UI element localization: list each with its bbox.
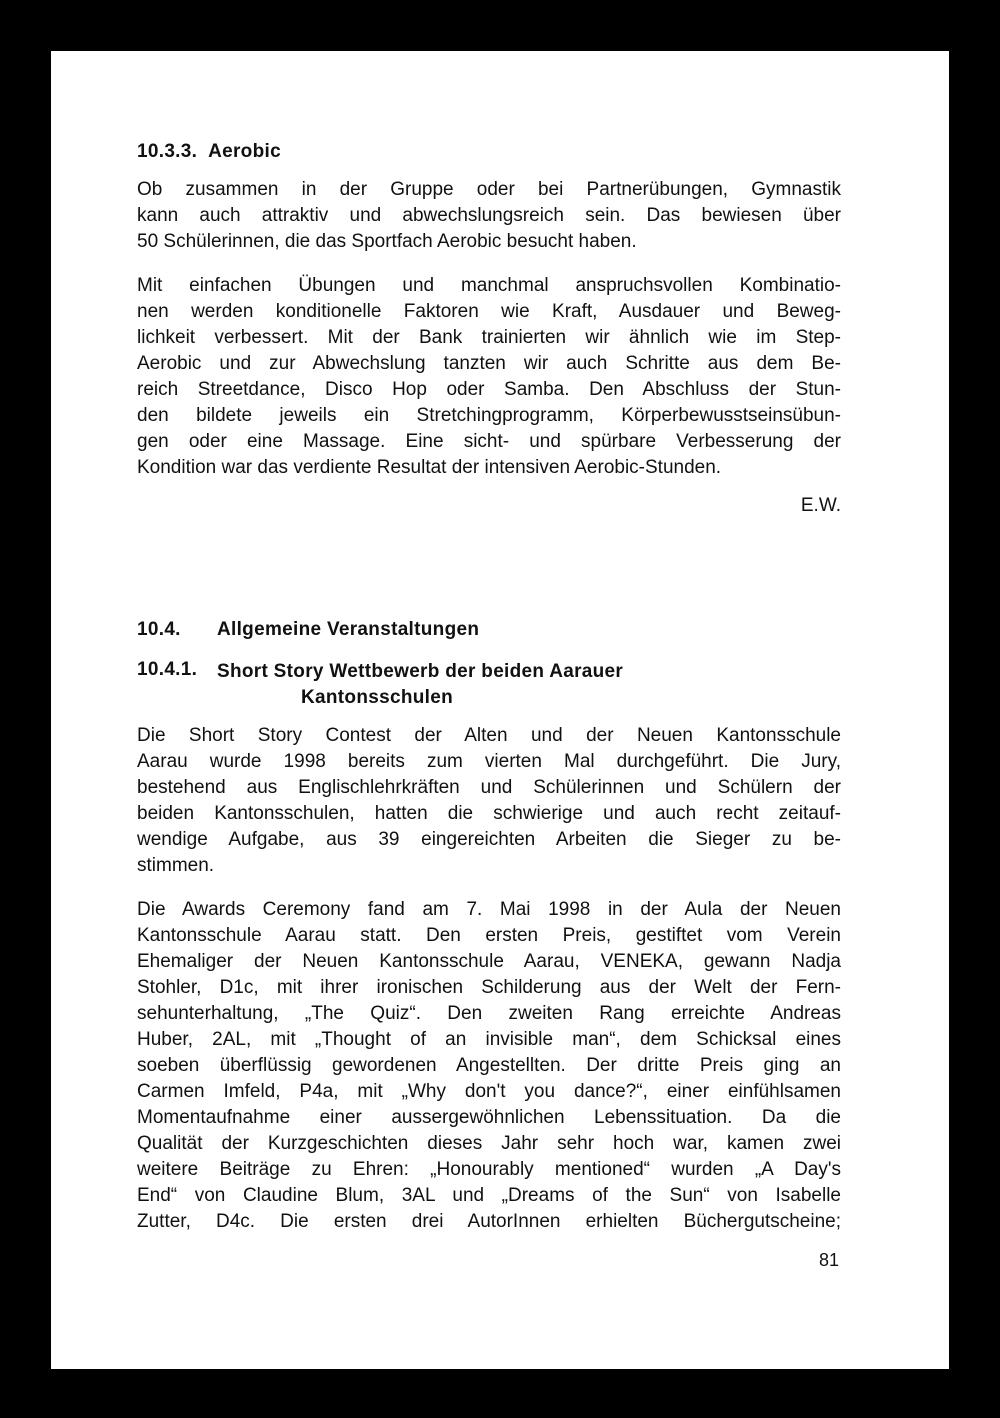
page-number: 81 — [818, 1250, 839, 1270]
text-line: Qualität der Kurzgeschichten dieses Jahr sehr hoch war, kamen zwei — [137, 1133, 841, 1154]
text-line: Aarau wurde 1998 bereits zum vierten Mal durchgeführt. Die Jury, — [137, 751, 841, 772]
text-line: lichkeit verbessert. Mit der Bank trainierten wir ähnlich wie im Step- — [137, 327, 841, 348]
text-line: gen oder eine Massage. Eine sicht- und spürbare Verbesserung der — [137, 431, 841, 452]
title-line: Short Story Wettbewerb der beiden Aarauer — [217, 661, 624, 682]
text-line: reich Streetdance, Disco Hop oder Samba. Den Abschluss der Stun- — [137, 379, 841, 400]
section-title: Aerobic — [208, 141, 281, 162]
text-line: Mit einfachen Übungen und manchmal anspruchsvollen Kombinatio- — [137, 275, 841, 296]
text-line: Ob zusammen in der Gruppe oder bei Partnerübungen, Gymnastik — [137, 179, 841, 200]
aerobic-paragraph-1 — [137, 177, 841, 255]
aerobic-paragraph-2 — [137, 273, 841, 481]
text-line: 50 Schülerinnen, die das Sportfach Aerobic besucht haben. — [137, 231, 637, 252]
text-line: Ehemaliger der Neuen Kantonsschule Aarau, VENEKA, gewann Nadja — [137, 951, 841, 972]
text-line: Kondition war das verdiente Resultat der intensiven Aerobic-Stunden. — [137, 457, 722, 478]
text-line: Zutter, D4c. Die ersten drei AutorInnen erhielten Büchergutscheine; — [137, 1211, 841, 1232]
section-heading-events — [137, 619, 841, 641]
page-content — [137, 141, 841, 1253]
text-line: sehunterhaltung, „The Quiz“. Den zweiten Rang erreichte Andreas — [137, 1003, 841, 1024]
section-heading-aerobic — [137, 141, 841, 163]
text-line: End“ von Claudine Blum, 3AL und „Dreams of the Sun“ von Isabelle — [137, 1185, 841, 1206]
short-story-paragraph-1 — [137, 723, 841, 879]
text-line: den bildete jeweils ein Stretchingprogramm, Körperbewusstseinsübun- — [137, 405, 841, 426]
short-story-paragraph-2 — [137, 897, 841, 1235]
section-number: 10.3.3. — [137, 141, 198, 162]
text-line: Stohler, D1c, mit ihrer ironischen Schilderung aus der Welt der Fern- — [137, 977, 841, 998]
text-line: Carmen Imfeld, P4a, mit „Why don't you dance?“, einer einfühlsamen — [137, 1081, 841, 1102]
document-page — [51, 51, 949, 1369]
text-line: soeben überflüssig gewordenen Angestellten. Der dritte Preis ging an — [137, 1055, 841, 1076]
text-line: Die Short Story Contest der Alten und der Neuen Kantonsschule — [137, 725, 841, 746]
text-line: bestehend aus Englischlehrkräften und Schülerinnen und Schülern der — [137, 777, 841, 798]
author-signature: E.W. — [800, 495, 841, 516]
text-line: stimmen. — [137, 855, 215, 876]
section-number: 10.4. — [137, 619, 181, 640]
text-line: Kantonsschule Aarau statt. Den ersten Preis, gestiftet vom Verein — [137, 925, 841, 946]
section-number: 10.4.1. — [137, 659, 198, 680]
text-line: wendige Aufgabe, aus 39 eingereichten Arbeiten die Sieger zu be- — [137, 829, 841, 850]
text-line: Momentaufnahme einer aussergewöhnlichen Lebenssituation. Da die — [137, 1107, 841, 1128]
text-line: kann auch attraktiv und abwechslungsreich sein. Das bewiesen über — [137, 205, 841, 226]
text-line: nen werden konditionelle Faktoren wie Kraft, Ausdauer und Beweg- — [137, 301, 841, 322]
text-line: Huber, 2AL, mit „Thought of an invisible man“, dem Schicksal eines — [137, 1029, 841, 1050]
title-line: Kantonsschulen — [301, 687, 453, 708]
text-line: Aerobic und zur Abwechslung tanzten wir auch Schritte aus dem Be- — [137, 353, 841, 374]
text-line: beiden Kantonsschulen, hatten die schwierige und auch recht zeitauf- — [137, 803, 841, 824]
section-spacer — [137, 517, 841, 619]
section-heading-short-story — [137, 659, 841, 711]
text-line: weitere Beiträge zu Ehren: „Honourably mentioned“ wurden „A Day's — [137, 1159, 841, 1180]
section-title — [217, 659, 623, 711]
text-line: Die Awards Ceremony fand am 7. Mai 1998 in der Aula der Neuen — [137, 899, 841, 920]
section-title: Allgemeine Veranstaltungen — [217, 619, 480, 640]
